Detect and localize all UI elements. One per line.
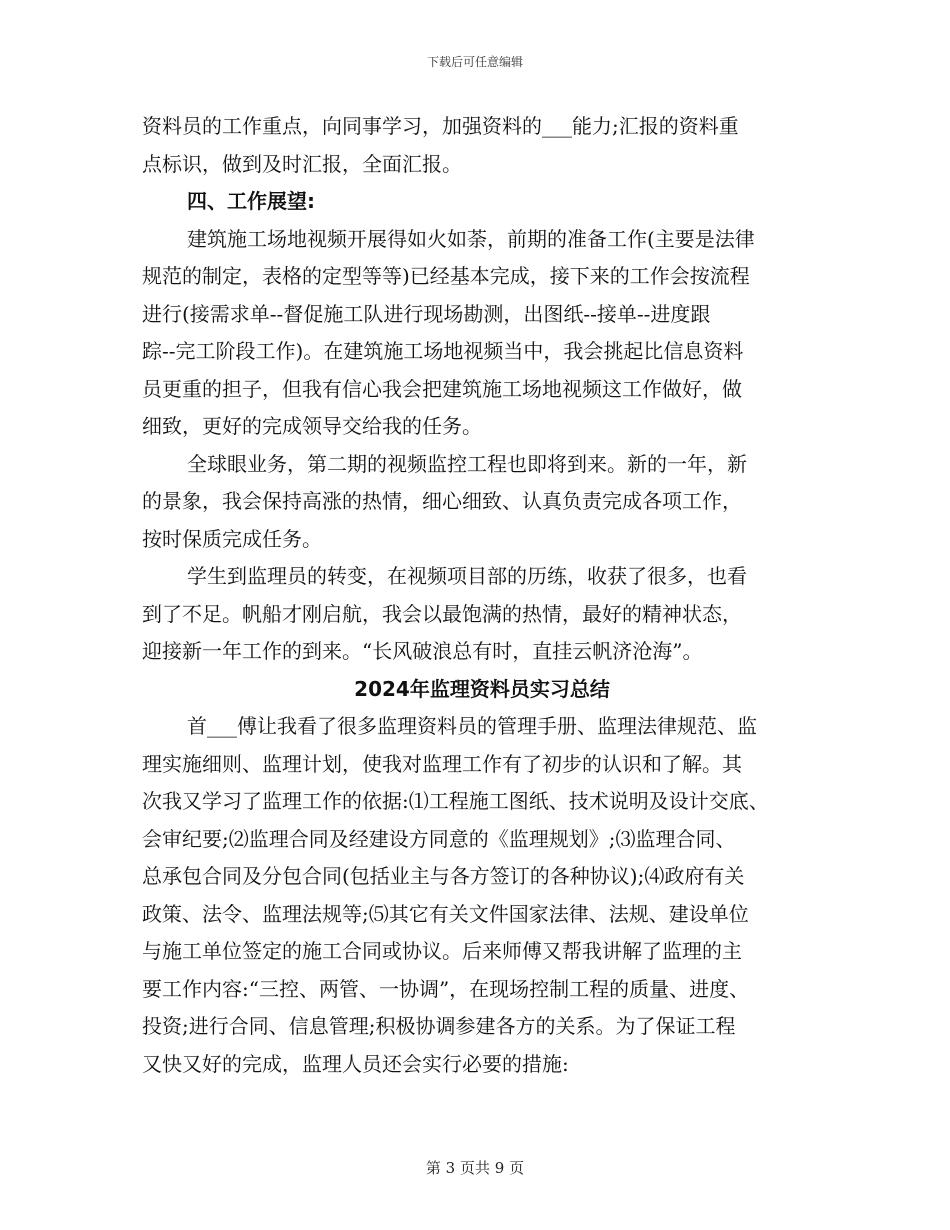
text-line: 资料员的工作重点，向同事学习，加强资料的___能力;汇报的资料重	[142, 114, 739, 138]
text-line: 首___傅让我看了很多监理资料员的管理手册、监理法律规范、监	[187, 714, 757, 738]
page-footer: 第 3 页共 9 页	[425, 1159, 525, 1177]
text-line: 规范的制定，表格的定型等等)已经基本完成，接下来的工作会按流程	[142, 264, 750, 288]
section-heading-text: 四、工作展望:	[187, 189, 315, 213]
text-line: 全球眼业务，第二期的视频监控工程也即将到来。新的一年，新	[187, 451, 747, 476]
text-line: 迎接新一年工作的到来。“长风破浪总有时，直挂云帆济沧海”。	[142, 639, 703, 663]
document-title-text: 2024年监理资料员实习总结	[354, 676, 610, 701]
text-line: 员更重的担子，但我有信心我会把建筑施工场地视频这工作做好，做	[142, 376, 742, 401]
document-title	[142, 671, 822, 709]
text-line: 投资;进行合同、信息管理;积极协调参建各方的关系。为了保证工程	[142, 1014, 736, 1038]
text-line: 政策、法令、监理法规等;⑸其它有关文件国家法律、法规、建设单位	[142, 901, 749, 926]
text-line: 又快又好的完成，监理人员还会实行必要的措施:	[142, 1051, 569, 1076]
text-line: 点标识，做到及时汇报，全面汇报。	[142, 151, 462, 176]
page-header: 下载后可任意编辑	[426, 55, 523, 69]
text-line: 细致，更好的完成领导交给我的任务。	[142, 414, 482, 438]
text-line: 到了不足。帆船才刚启航，我会以最饱满的热情，最好的精神状态，	[142, 601, 742, 626]
paragraph-outlook	[142, 221, 822, 446]
paragraph-first	[142, 708, 822, 1083]
text-line: 进行(接需求单--督促施工队进行现场勘测，出图纸--接单--进度跟	[142, 301, 711, 326]
text-line: 建筑施工场地视频开展得如火如荼，前期的准备工作(主要是法律	[187, 226, 755, 251]
text-line: 踪--完工阶段工作)。在建筑施工场地视频当中，我会挑起比信息资料	[142, 339, 744, 363]
text-line: 理实施细则、监理计划，使我对监理工作有了初步的认识和了解。其	[142, 751, 742, 776]
text-line: 要工作内容:“三控、两管、一协调”，在现场控制工程的质量、进度、	[142, 976, 750, 1001]
section-heading	[142, 183, 822, 221]
text-line: 次我又学习了监理工作的依据:⑴工程施工图纸、技术说明及设计交底、	[142, 789, 769, 813]
text-line: 的景象，我会保持高涨的热情，细心细致、认真负责完成各项工作，	[142, 489, 742, 513]
paragraph-global	[142, 446, 822, 559]
paragraph-student	[142, 558, 822, 671]
document-body	[142, 108, 822, 1083]
text-line: 学生到监理员的转变，在视频项目部的历练，收获了很多，也看	[187, 564, 747, 588]
text-line: 按时保质完成任务。	[142, 526, 322, 551]
text-line: 会审纪要;⑵监理合同及经建设方同意的《监理规划》;⑶监理合同、	[142, 826, 736, 851]
text-line: 总承包合同及分包合同(包括业主与各方签订的各种协议);⑷政府有关	[142, 864, 745, 888]
paragraph-continued	[142, 108, 822, 183]
text-line: 与施工单位签定的施工合同或协议。后来师傅又帮我讲解了监理的主	[142, 939, 742, 963]
